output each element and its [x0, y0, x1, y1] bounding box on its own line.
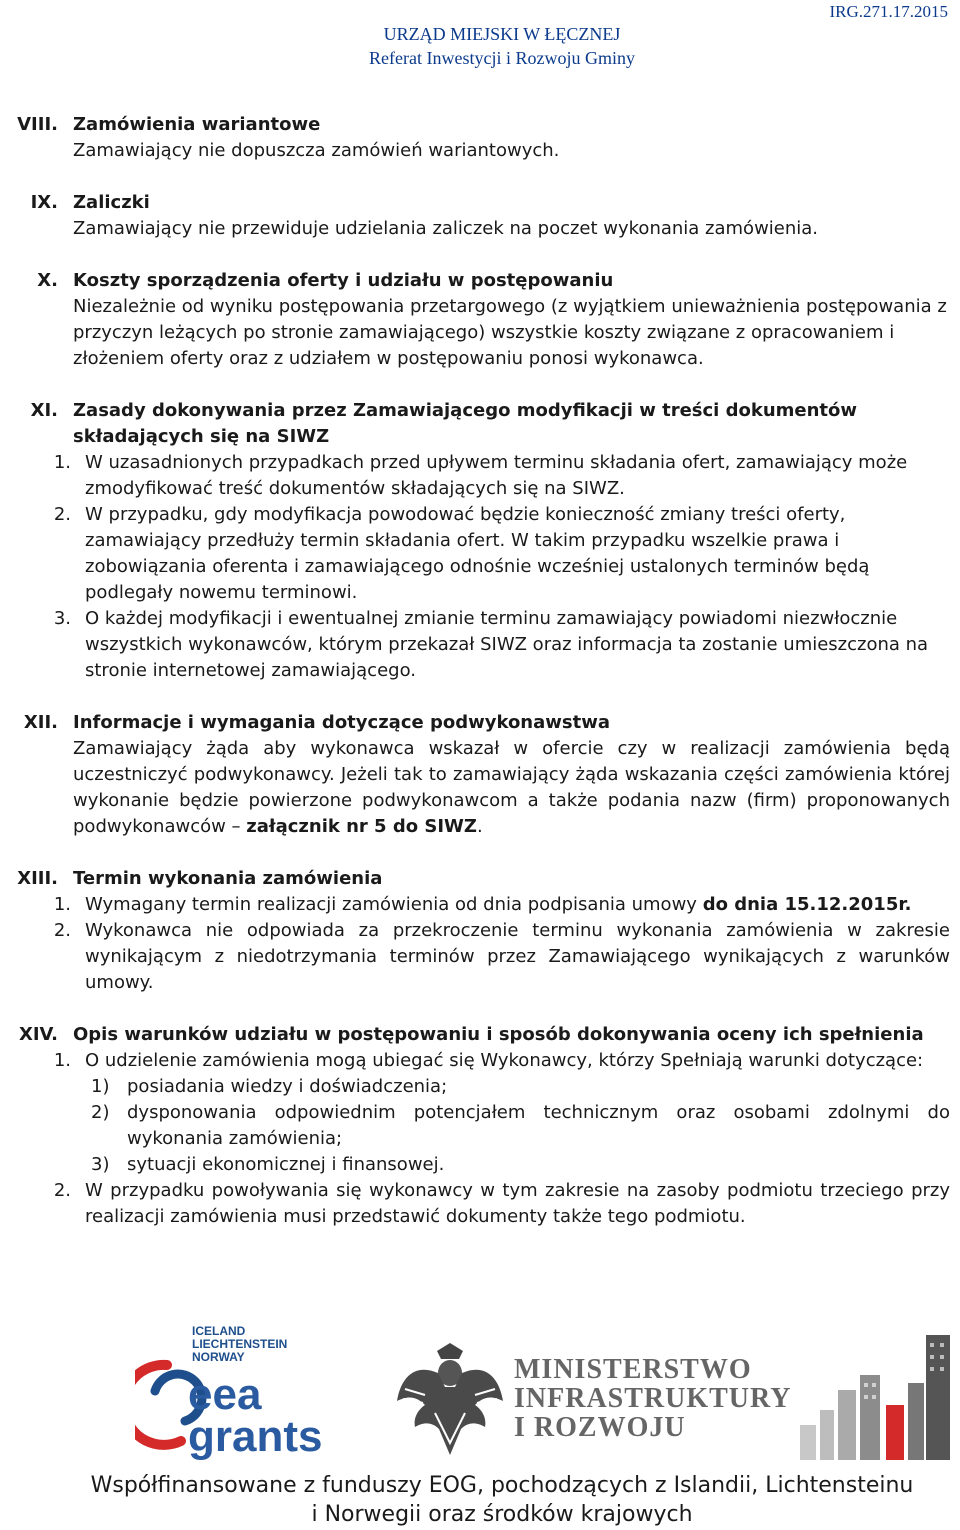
ministry-line: MINISTERSTWO	[514, 1354, 752, 1385]
sentence-end: .	[476, 816, 483, 837]
section-xiv	[0, 1022, 960, 1230]
section-text: Zamawiający nie dopuszcza zamówień wariantowych.	[73, 140, 560, 161]
sub-list-text: dysponowania odpowiednim potencjałem technicznym oraz osobami zdolnymi do wykonania zamówienia;	[127, 1102, 950, 1149]
document-body	[0, 112, 960, 1256]
list-item-number: 2.	[53, 504, 71, 525]
section-number: XI.	[30, 400, 58, 421]
sub-list-text: sytuacji ekonomicznej i finansowej.	[127, 1154, 445, 1175]
list-item	[53, 1178, 950, 1230]
attachment-reference: załącznik nr 5 do SIWZ	[246, 816, 477, 837]
list-item-text: Wykonawca nie odpowiada za przekroczenie terminu wykonania zamówienia w zakresie wynikającym z niedotrzymania terminów przez Zamawiającego wynikających z warunków umowy.	[85, 920, 950, 993]
list-item-number: 2.	[53, 920, 71, 941]
ministry-logo-text	[514, 1355, 791, 1442]
list-item	[53, 450, 950, 502]
section-number: X.	[37, 270, 58, 291]
section-xiii	[0, 866, 960, 996]
section-title: Koszty sporządzenia oferty i udziału w postępowaniu	[73, 270, 614, 291]
section-number: XIII.	[17, 868, 58, 889]
sub-list-number: 1)	[91, 1076, 110, 1097]
section-title: Zasady dokonywania przez Zamawiającego modyfikacji w treści dokumentów składających się na SIWZ	[73, 400, 858, 447]
list-item	[53, 606, 950, 684]
logo-strip	[0, 1325, 960, 1465]
ministry-line: INFRASTRUKTURY	[514, 1383, 792, 1414]
list-item-number: 1.	[53, 452, 71, 473]
footer-line: Współfinansowane z funduszy EOG, pochodzących z Islandii, Lichtensteinu	[90, 1473, 914, 1498]
section-xii	[0, 710, 960, 840]
section-number: XII.	[23, 712, 58, 733]
list-item-text: Wymagany termin realizacji zamówienia od dnia podpisania umowy	[85, 894, 697, 915]
ministry-city-graphic	[790, 1335, 955, 1460]
section-text-main: Zamawiający żąda aby wykonawca wskazał w ofercie czy w realizacji zamówienia będą uczestniczyć podwykonawcy. Jeżeli tak to zamawiający żąda wskazania części zamówienia której wykonanie będzie powierzone podwykonawcom a także podania nazw (firm) proponowanych podwykonawców –	[73, 738, 950, 837]
list-item-number: 2.	[53, 1180, 71, 1201]
ministry-line: I ROZWOJU	[514, 1412, 686, 1443]
section-title: Zamówienia wariantowe	[73, 114, 321, 135]
page-header	[0, 22, 960, 70]
list-item	[53, 918, 950, 996]
cofinancing-footer	[0, 1471, 960, 1529]
reference-number: IRG.271.17.2015	[829, 2, 948, 21]
header-office-name: URZĄD MIEJSKI W ŁĘCZNEJ	[383, 24, 621, 44]
list-item-text: W przypadku, gdy modyfikacja powodować będzie konieczność zmiany treści oferty, zamawiający przedłuży termin składania ofert. W takim przypadku wszelkie prawa i zobowiązania oferenta i zamawiającego odnośnie wcześniej ustalonych terminów będą podlegały nowemu terminowi.	[85, 504, 870, 603]
section-number: VIII.	[17, 114, 58, 135]
deadline-date: do dnia 15.12.2015r.	[702, 894, 912, 915]
section-text: Niezależnie od wyniku postępowania przetargowego (z wyjątkiem unieważnienia postępowania z przyczyn leżących po stronie zamawiającego) wszystkie koszty związane z opracowaniem i złożeniem oferty oraz z udziałem w postępowaniu ponosi wykonawca.	[73, 296, 947, 369]
eea-countries	[192, 1325, 287, 1364]
section-title: Termin wykonania zamówienia	[73, 868, 383, 889]
sub-list-item	[85, 1074, 950, 1100]
eea-country: ICELAND	[192, 1324, 246, 1338]
sub-list-number: 3)	[91, 1154, 110, 1175]
eea-word: eea	[188, 1370, 262, 1419]
section-xi	[0, 398, 960, 684]
polish-eagle-emblem	[395, 1343, 505, 1461]
section-viii	[0, 112, 960, 164]
list-item-number: 3.	[53, 608, 71, 629]
section-x	[0, 268, 960, 372]
list-item	[53, 892, 950, 918]
list-item-number: 1.	[53, 894, 71, 915]
sub-list-number: 2)	[91, 1102, 110, 1123]
list-item-text: O udzielenie zamówienia mogą ubiegać się Wykonawcy, którzy Spełniają warunki dotyczące:	[85, 1050, 924, 1071]
list-item	[53, 1048, 950, 1074]
list-item-text: W uzasadnionych przypadkach przed upływem terminu składania ofert, zamawiający może zmodyfikować treść dokumentów składających się na SIWZ.	[85, 452, 908, 499]
section-text: Zamawiający nie przewiduje udzielania zaliczek na poczet wykonania zamówienia.	[73, 218, 819, 239]
section-number: XIV.	[18, 1024, 58, 1045]
footer-line: i Norwegii oraz środków krajowych	[311, 1502, 693, 1527]
sub-list-item	[85, 1100, 950, 1152]
section-title: Informacje i wymagania dotyczące podwykonawstwa	[73, 712, 610, 733]
list-item-number: 1.	[53, 1050, 71, 1071]
sub-list	[73, 1074, 950, 1178]
section-text	[73, 736, 950, 840]
section-ix	[0, 190, 960, 242]
eea-country: LIECHTENSTEIN	[192, 1337, 288, 1351]
sub-list-item	[85, 1152, 950, 1178]
sub-list-text: posiadania wiedzy i doświadczenia;	[127, 1076, 448, 1097]
list-item	[53, 502, 950, 606]
section-title: Zaliczki	[73, 192, 150, 213]
list-item-text: O każdej modyfikacji i ewentualnej zmianie terminu zamawiający powiadomi niezwłocznie wszystkich wykonawców, którym przekazał SIWZ oraz informacja ta zostanie umieszczona na stronie internetowej zamawiającego.	[85, 608, 929, 681]
section-title: Opis warunków udziału w postępowaniu i sposób dokonywania oceny ich spełnienia	[73, 1024, 924, 1045]
grants-word: grants	[188, 1412, 323, 1461]
section-number: IX.	[30, 192, 58, 213]
list-item-text: W przypadku powoływania się wykonawcy w tym zakresie na zasoby podmiotu trzeciego przy realizacji zamówienia musi przedstawić dokumenty także tego podmiotu.	[85, 1180, 950, 1227]
header-department: Referat Inwestycji i Rozwoju Gminy	[369, 48, 635, 68]
eea-country: NORWAY	[192, 1350, 245, 1364]
